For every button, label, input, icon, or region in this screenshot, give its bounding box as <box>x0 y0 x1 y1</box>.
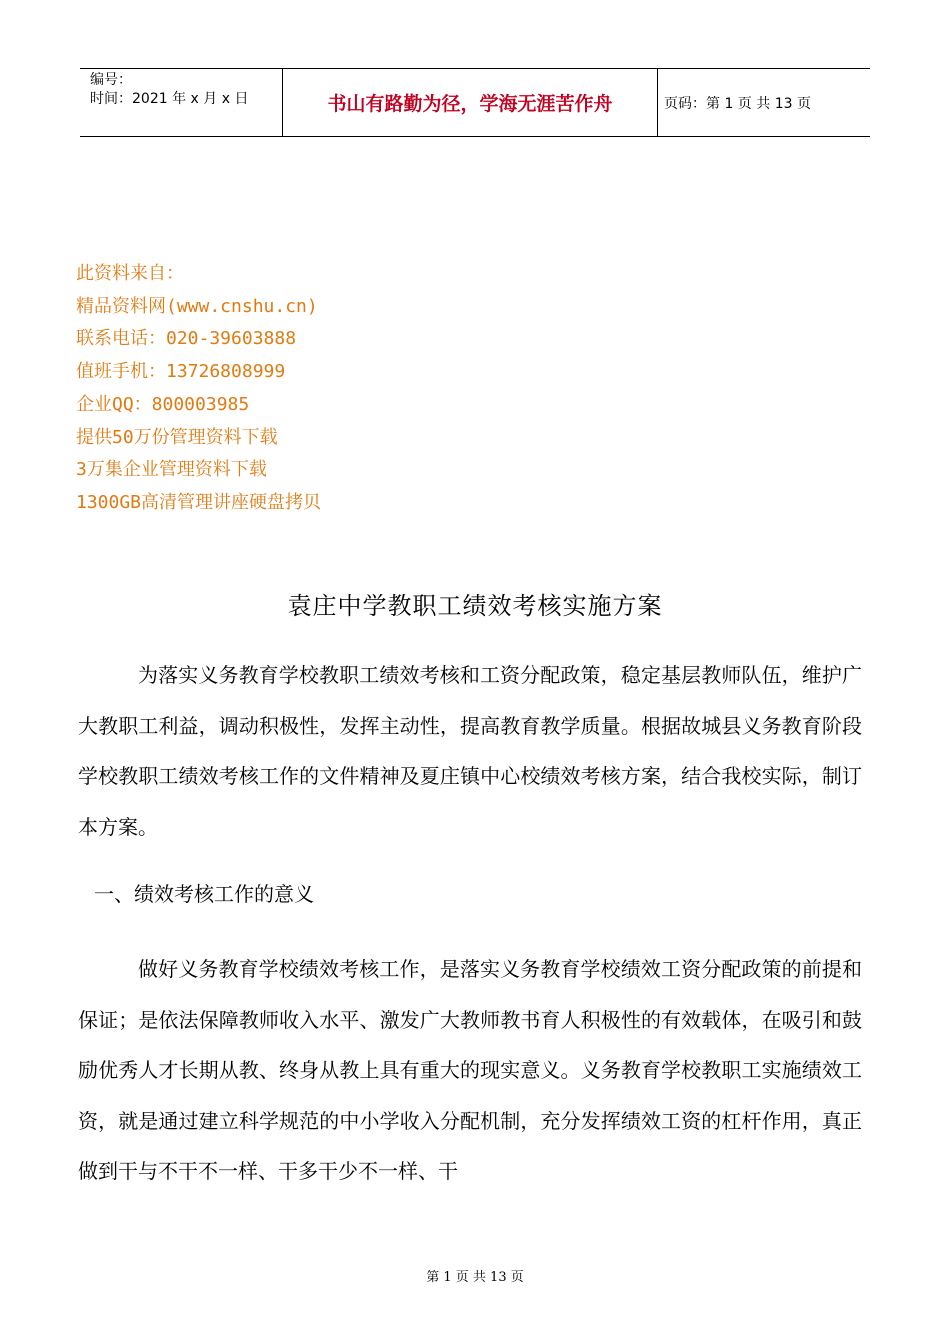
source-line: 精品资料网(www.cnshu.cn) <box>76 295 318 317</box>
document-number-label: 编号： <box>90 72 132 88</box>
source-line: 联系电话：020-39603888 <box>76 328 297 350</box>
source-line: 3万集企业管理资料下载 <box>76 459 267 481</box>
document-title: 袁庄中学教职工绩效考核实施方案 <box>287 592 663 620</box>
header-meta <box>80 69 282 136</box>
source-line: 企业QQ：800003985 <box>76 393 250 415</box>
source-line: 1300GB高清管理讲座硬盘拷贝 <box>76 491 322 513</box>
source-line: 提供50万份管理资料下载 <box>76 426 278 448</box>
header-motto: 书山有路勤为径，学海无涯苦作舟 <box>282 69 658 136</box>
intro-paragraph: 为落实义务教育学校教职工绩效考核和工资分配政策，稳定基层教师队伍，维护广大教职工利益，调动积极性，发挥主动性，提高教育教学质量。根据故城县义务教育阶段学校教职工绩效考核工作的文件精神及夏庄镇中心校绩效考核方案，结合我校实际，制订本方案。 <box>78 663 862 839</box>
source-info-block <box>76 258 321 520</box>
section-heading: 一、绩效考核工作的意义 <box>94 882 314 906</box>
source-line: 此资料来自： <box>76 263 184 284</box>
source-line: 值班手机：13726808999 <box>76 361 286 383</box>
header-page-info: 页码：第 1 页 共 13 页 <box>664 95 811 112</box>
page-footer: 第 1 页 共 13 页 <box>426 1270 524 1285</box>
document-date-label: 时间：2021 年 x 月 x 日 <box>90 91 249 107</box>
page-header <box>80 68 870 137</box>
section-paragraph: 做好义务教育学校绩效考核工作，是落实义务教育学校绩效工资分配政策的前提和保证；是依法保障教师收入水平、激发广大教师教书育人积极性的有效载体，在吸引和鼓励优秀人才长期从教、终身从教上具有重大的现实意义。义务教育学校教职工实施绩效工资，就是通过建立科学规范的中小学收入分配机制，充分发挥绩效工资的杠杆作用，真正做到干与不干不一样、干多干少不一样、干 <box>78 957 862 1183</box>
